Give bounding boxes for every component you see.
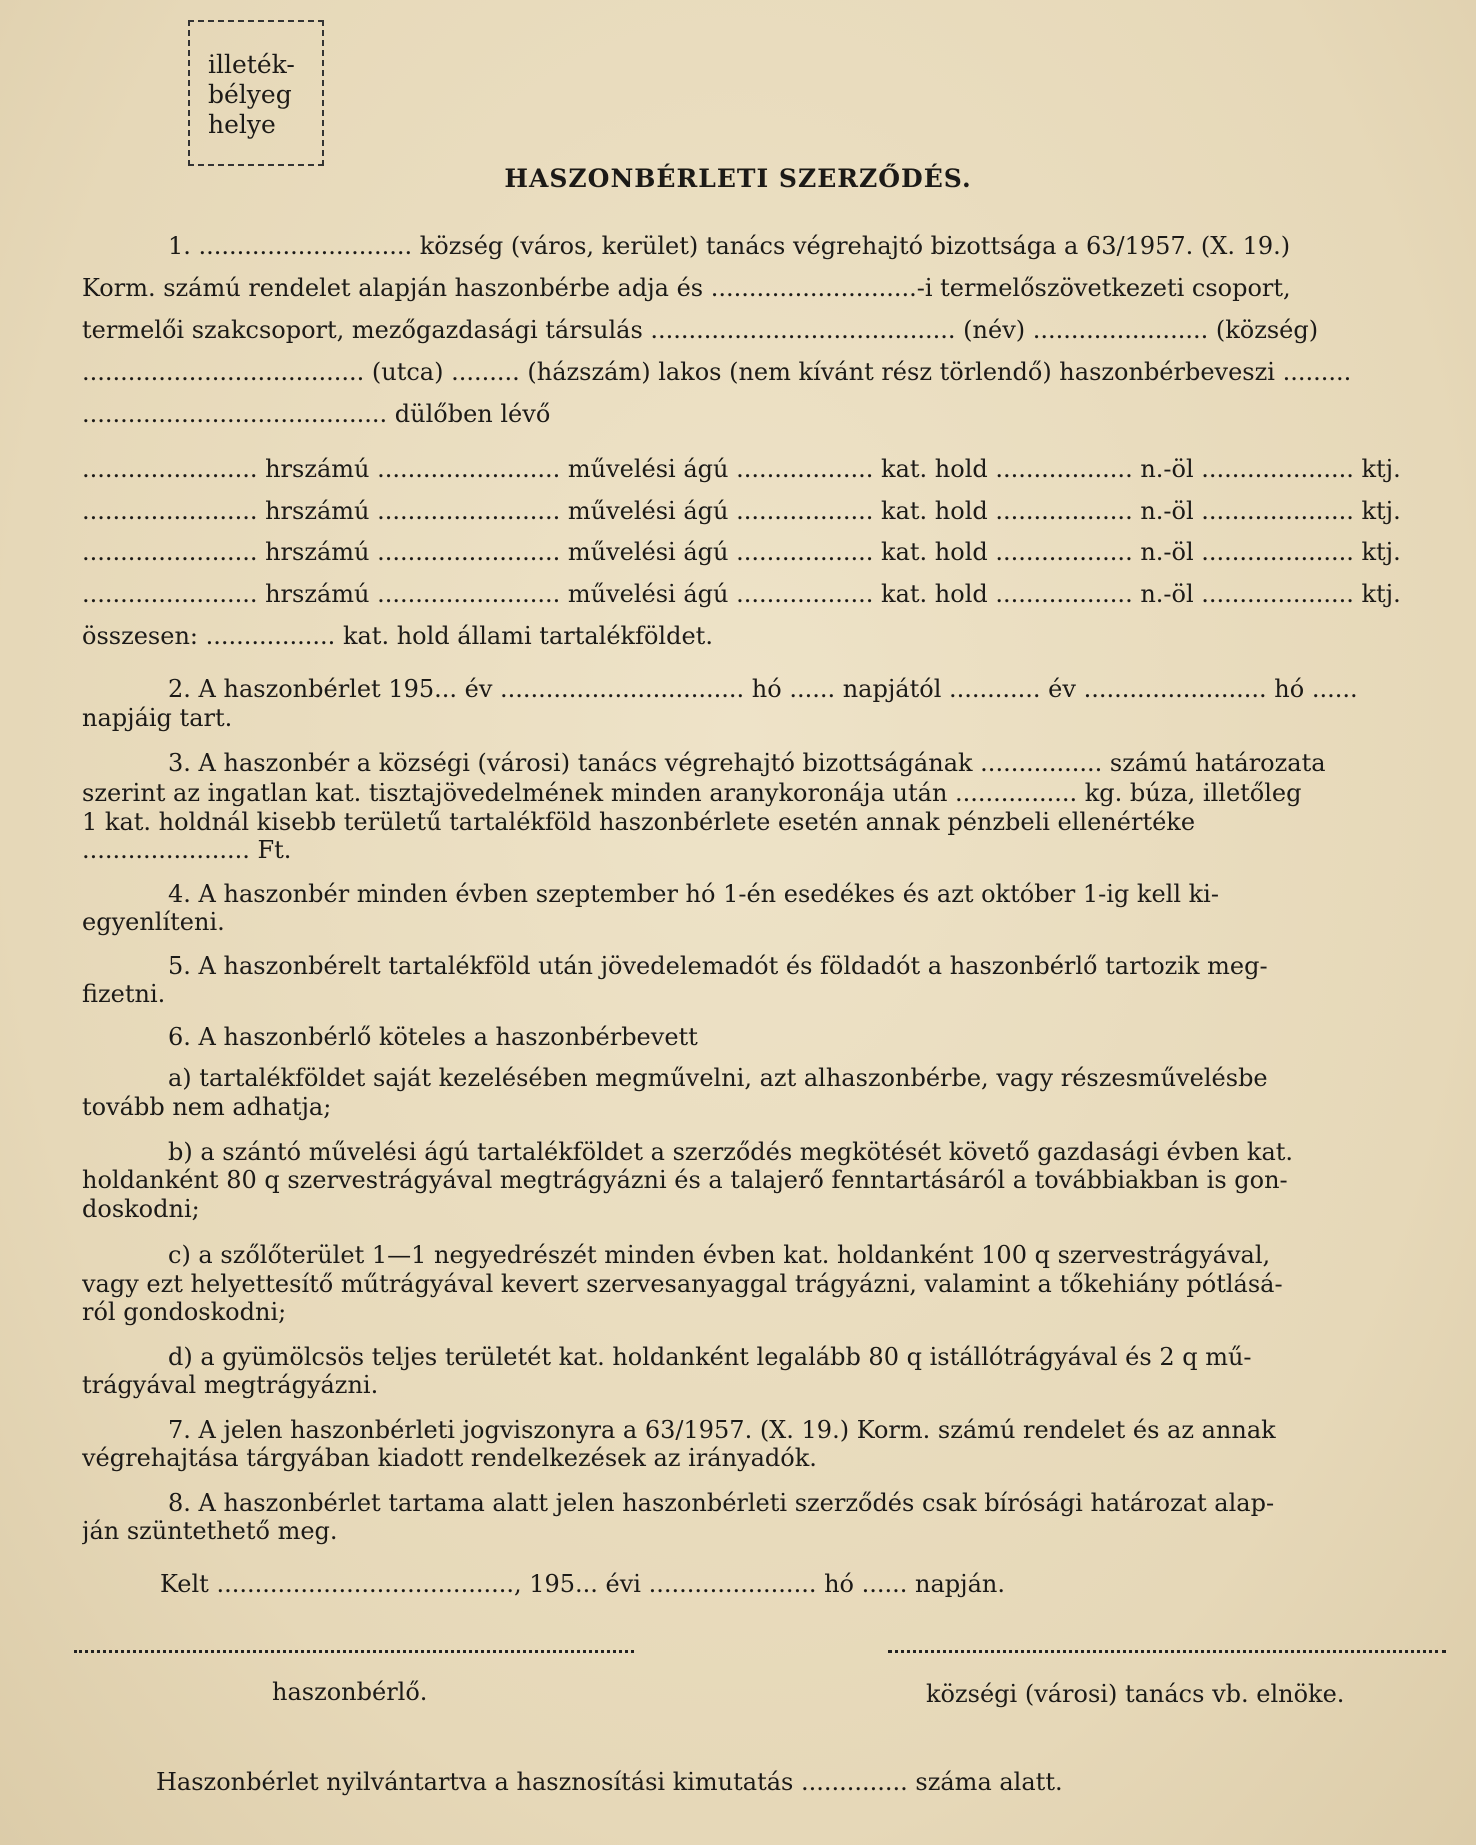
- chairman-signature-line: [888, 1650, 1446, 1653]
- parcel-row: ....................... hrszámú ........................ művelési ágú .................. kat. hold .................. n.-öl .................... ktj.: [82, 497, 1401, 525]
- total-line: összesen: ................. kat. hold állami tartalékföldet.: [82, 622, 713, 650]
- stamp-line-1: illeték-: [208, 50, 295, 79]
- clause-6d-line-2: trágyával megtrágyázni.: [82, 1371, 379, 1399]
- clause-6b-line-1: b) a szántó művelési ágú tartalékföldet a szerződés megkötését követő gazdasági évben kat.: [168, 1138, 1294, 1166]
- clause-6c-line-2: vagy ezt helyettesítő műtrágyával kevert szervesanyaggal trágyázni, valamint a tőkehiány pótlásá-: [82, 1270, 1283, 1298]
- lessee-signature-line: [74, 1650, 634, 1653]
- clause-2-line-2: napjáig tart.: [82, 704, 233, 732]
- parcel-row: ....................... hrszámú ........................ művelési ágú .................. kat. hold .................. n.-öl .................... ktj.: [82, 580, 1401, 608]
- clause-8-line-2: ján szüntethető meg.: [82, 1517, 338, 1545]
- clause-6a-line-2: tovább nem adhatja;: [82, 1093, 332, 1121]
- clause-1-line-5: ........................................ dülőben lévő: [82, 400, 551, 428]
- clause-6c-line-1: c) a szőlőterület 1—1 negyedrészét minden évben kat. holdanként 100 q szervestrágyával,: [168, 1241, 1271, 1269]
- clause-7-line-2: végrehajtása tárgyában kiadott rendelkezések az irányadók.: [82, 1444, 817, 1472]
- parcel-row: ....................... hrszámú ........................ művelési ágú .................. kat. hold .................. n.-öl .................... ktj.: [82, 455, 1401, 483]
- stamp-line-2: bélyeg: [208, 80, 292, 109]
- clause-1-line-3: termelői szakcsoport, mezőgazdasági társulás ........................................ (név) ....................... (község): [82, 316, 1319, 344]
- signing-date-line: Kelt ......................................., 195... évi ...................... hó ...... napján.: [160, 1570, 1005, 1598]
- clause-3-line-3: 1 kat. holdnál kisebb területű tartalékföld haszonbérlete esetén annak pénzbeli ellenértéke: [82, 808, 1196, 836]
- clause-1-line-2: Korm. számú rendelet alapján haszonbérbe adja és ...........................-i termelőszövetkezeti csoport,: [82, 274, 1291, 302]
- clause-2-line-1: 2. A haszonbérlet 195... év ................................ hó ...... napjától ............ év ........................ hó ......: [168, 675, 1358, 703]
- clause-5-line-2: fizetni.: [82, 980, 166, 1008]
- revenue-stamp-box: [188, 20, 324, 166]
- clause-8-line-1: 8. A haszonbérlet tartama alatt jelen haszonbérleti szerződés csak bírósági határozat alap-: [168, 1489, 1275, 1517]
- clause-6b-line-2: holdanként 80 q szervestrágyával megtrágyázni és a talajerő fenntartásáról a továbbiakban is gon-: [82, 1166, 1288, 1194]
- clause-6b-line-3: doskodni;: [82, 1195, 200, 1223]
- clause-4-line-1: 4. A haszonbér minden évben szeptember hó 1-én esedékes és azt október 1-ig kell ki-: [168, 880, 1219, 908]
- document-title: HASZONBÉRLETI SZERZŐDÉS.: [504, 164, 972, 193]
- clause-3-line-1: 3. A haszonbér a községi (városi) tanács végrehajtó bizottságának ................ számú határozata: [168, 749, 1326, 777]
- clause-1-line-4: ..................................... (utca) ......... (házszám) lakos (nem kívánt rész törlendő) haszonbérbeveszi .........: [82, 358, 1352, 386]
- clause-5-line-1: 5. A haszonbérelt tartalékföld után jövedelemadót és földadót a haszonbérlő tartozik meg-: [168, 952, 1268, 980]
- clause-7-line-1: 7. A jelen haszonbérleti jogviszonyra a 63/1957. (X. 19.) Korm. számú rendelet és az annak: [168, 1416, 1276, 1444]
- clause-6d-line-1: d) a gyümölcsös teljes területét kat. holdanként legalább 80 q istállótrágyával és 2 q mű-: [168, 1343, 1252, 1371]
- clause-3-line-2: szerint az ingatlan kat. tisztajövedelmének minden aranykoronája után ................ kg. búza, illetőleg: [82, 779, 1302, 807]
- clause-6a-line-1: a) tartalékföldet saját kezelésében megművelni, azt alhaszonbérbe, vagy részesművelésbe: [168, 1064, 1268, 1092]
- registration-line: Haszonbérlet nyilvántartva a hasznosítási kimutatás .............. száma alatt.: [156, 1768, 1063, 1796]
- chairman-label: községi (városi) tanács vb. elnöke.: [926, 1680, 1345, 1708]
- stamp-line-3: helye: [208, 110, 276, 139]
- clause-6c-line-3: ról gondoskodni;: [82, 1298, 287, 1326]
- clause-1-line-1: 1. ............................ község (város, kerület) tanács végrehajtó bizottsága a 63/1957. (X. 19.): [168, 232, 1291, 260]
- clause-4-line-2: egyenlíteni.: [82, 908, 225, 936]
- lessee-label: haszonbérlő.: [272, 1678, 428, 1706]
- clause-3-line-4: ...................... Ft.: [82, 836, 292, 864]
- clause-6-intro: 6. A haszonbérlő köteles a haszonbérbevett: [168, 1023, 698, 1051]
- parcel-row: ....................... hrszámú ........................ művelési ágú .................. kat. hold .................. n.-öl .................... ktj.: [82, 538, 1401, 566]
